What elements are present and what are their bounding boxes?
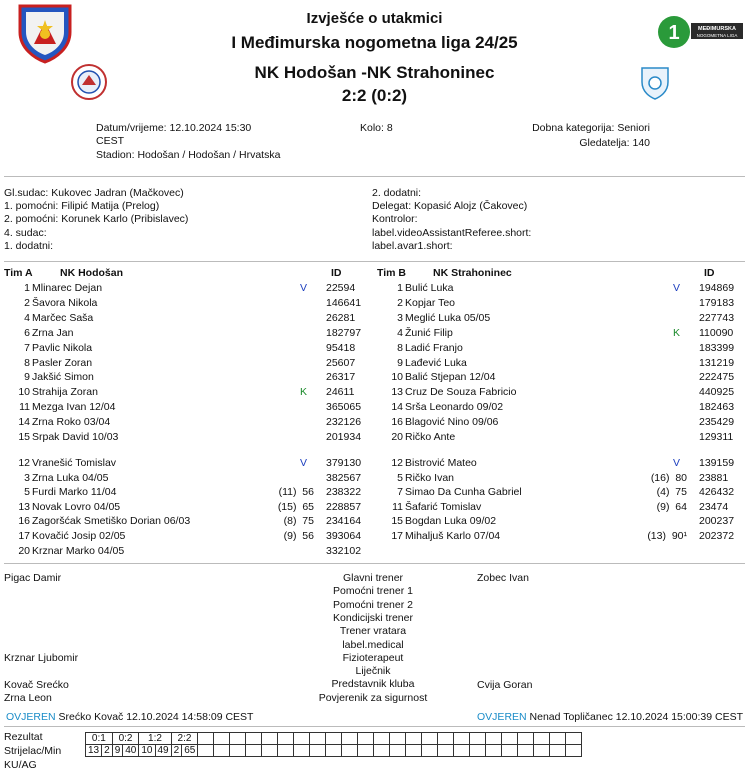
empty-cell <box>454 733 470 745</box>
empty-cell <box>246 733 262 745</box>
scorer-cell: 2 <box>171 745 182 757</box>
empty-cell <box>502 733 518 745</box>
player-row <box>8 371 378 384</box>
empty-cell <box>294 733 310 745</box>
scorer-cell: 49 <box>155 745 171 757</box>
age-category: Dobna kategorija: Seniori <box>532 122 650 134</box>
player-number: 1 <box>397 282 403 294</box>
substitution-info: (13) 90¹ <box>647 530 687 542</box>
score-cell: 2:2 <box>171 733 198 745</box>
player-id: 129311 <box>699 431 734 443</box>
player-row <box>381 486 749 499</box>
player-row <box>8 312 378 325</box>
player-name: Zagoršćak Smetiško Dorian 06/03 <box>32 515 191 528</box>
staff-role: Predstavnik kluba <box>331 678 415 691</box>
goalkeeper-mark: V <box>300 457 308 469</box>
player-id: 26281 <box>326 311 356 324</box>
player-name: Šavora Nikola <box>32 296 98 309</box>
empty-cell <box>342 745 358 757</box>
player-number: 7 <box>24 341 30 354</box>
scorer-cell: 65 <box>182 745 198 757</box>
player-name: Bulić Luka <box>405 282 454 294</box>
team-b-name: NK Strahoninec <box>433 267 512 279</box>
player-number: 1 <box>24 282 30 294</box>
player-number: 10 <box>391 371 403 384</box>
player-row <box>8 545 378 558</box>
staff-role: Pomoćni trener 2 <box>333 598 413 611</box>
staff-role: label.medical <box>342 638 404 651</box>
player-row <box>8 401 378 414</box>
empty-cell <box>406 733 422 745</box>
player-number: 16 <box>391 416 403 429</box>
report-title: Izvješće o utakmici <box>306 10 443 27</box>
player-number: 7 <box>397 486 403 499</box>
player-id: 183399 <box>699 341 735 354</box>
staff-role: Fizioterapeut <box>342 651 404 664</box>
substitution-info: (16) 80 <box>650 471 687 484</box>
player-number: 5 <box>397 471 403 484</box>
home-verified-text: Srećko Kovač 12.10.2024 14:58:09 CEST <box>58 711 254 723</box>
empty-cell <box>566 745 582 757</box>
player-name: Jakšić Simon <box>32 371 94 384</box>
player-number: 15 <box>18 431 30 443</box>
home-verified-label: OVJEREN <box>6 711 56 723</box>
staff-name: Pigac Damir <box>4 572 62 584</box>
result-label: Rezultat <box>4 731 43 743</box>
player-row <box>381 297 749 310</box>
player-id: 110090 <box>699 326 734 339</box>
staff-name: Cvija Goran <box>477 679 533 691</box>
empty-cell <box>326 733 342 745</box>
empty-cell <box>294 745 310 757</box>
scorer-cell: 13 <box>86 745 102 757</box>
player-number: 12 <box>391 457 403 469</box>
score-cell: 1:2 <box>139 733 171 745</box>
empty-cell <box>310 745 326 757</box>
staff-name: Zobec Ivan <box>477 572 529 584</box>
player-id: 393064 <box>326 530 362 542</box>
empty-cell <box>342 733 358 745</box>
empty-cell <box>454 745 470 757</box>
player-number: 9 <box>24 371 30 384</box>
player-id: 26317 <box>326 371 356 384</box>
scorer-cell: 10 <box>139 745 155 757</box>
player-id: 22594 <box>326 282 356 294</box>
empty-cell <box>470 745 486 757</box>
player-number: 20 <box>18 544 30 557</box>
empty-cell <box>470 733 486 745</box>
player-row <box>381 282 749 295</box>
player-id: 379130 <box>326 457 362 469</box>
player-number: 6 <box>24 326 30 339</box>
player-number: 5 <box>24 486 30 499</box>
empty-cell <box>502 745 518 757</box>
player-id: 194869 <box>699 282 735 294</box>
player-id: 382567 <box>326 471 362 484</box>
player-number: 3 <box>397 311 403 324</box>
staff-role: Trener vratara <box>339 625 407 638</box>
player-id: 131219 <box>699 356 735 369</box>
player-id: 228857 <box>326 500 362 513</box>
goalkeeper-mark: V <box>673 282 681 294</box>
player-name: Pasler Zoran <box>32 356 93 369</box>
player-id: 201934 <box>326 431 362 443</box>
player-name: Zrna Luka 04/05 <box>32 471 109 484</box>
final-score: 2:2 (0:2) <box>341 86 408 105</box>
results-table <box>85 732 582 757</box>
empty-cell <box>374 733 390 745</box>
away-verified-text: Nenad Topličanec 12.10.2024 15:00:39 CEST <box>529 711 743 723</box>
official-entry: 2. pomoćni: Korunek Karlo (Pribislavec) <box>4 213 189 226</box>
player-id: 24611 <box>326 386 355 399</box>
match-stadium: Stadion: Hodošan / Hodošan / Hrvatska <box>96 149 281 161</box>
empty-cell <box>374 745 390 757</box>
player-row <box>8 297 378 310</box>
league-name: I Međimurska nogometna liga 24/25 <box>231 33 518 52</box>
scorer-label: Strijelac/Min <box>4 745 62 757</box>
player-row <box>381 312 749 325</box>
player-name: Blagović Nino 09/06 <box>405 416 499 429</box>
empty-cell <box>534 745 550 757</box>
team-a-name: NK Hodošan <box>60 267 123 279</box>
player-name: Bogdan Luka 09/02 <box>405 515 497 528</box>
player-id: 139159 <box>699 457 735 469</box>
player-name: Lađević Luka <box>405 356 467 369</box>
staff-role: Povjerenik za sigurnost <box>318 691 428 704</box>
scorer-cell: 9 <box>112 745 123 757</box>
player-row <box>8 431 378 444</box>
player-number: 20 <box>391 431 403 443</box>
player-row <box>8 282 378 295</box>
substitution-info: (9) 56 <box>283 530 314 542</box>
player-id: 23474 <box>699 500 729 513</box>
player-id: 95418 <box>326 341 356 354</box>
score-cell: 0:2 <box>112 733 139 745</box>
player-number: 2 <box>24 296 30 309</box>
player-row <box>8 327 378 340</box>
official-entry: 1. dodatni: <box>4 239 54 252</box>
player-row <box>8 357 378 370</box>
player-row <box>381 342 749 355</box>
player-number: 11 <box>19 401 30 414</box>
official-entry: label.videoAssistantReferee.short: <box>372 226 532 239</box>
empty-cell <box>550 733 566 745</box>
away-verification <box>477 711 743 723</box>
empty-cell <box>406 745 422 757</box>
player-number: 12 <box>18 457 30 469</box>
svg-text:1: 1 <box>668 22 680 44</box>
scorer-cell: 2 <box>102 745 113 757</box>
player-number: 8 <box>24 356 30 369</box>
home-verification <box>6 711 253 723</box>
player-name: Srša Leonardo 09/02 <box>405 401 504 414</box>
empty-cell <box>518 733 534 745</box>
substitution-info: (15) 65 <box>277 500 314 513</box>
player-name: Ričko Ante <box>405 431 456 443</box>
player-number: 3 <box>24 471 30 484</box>
player-id: 182463 <box>699 401 735 414</box>
player-row <box>381 327 749 340</box>
empty-cell <box>214 733 230 745</box>
substitution-info: (9) 64 <box>656 500 687 513</box>
player-row <box>8 416 378 429</box>
player-row <box>381 357 749 370</box>
match-timezone: CEST <box>96 135 125 147</box>
substitution-info: (4) 75 <box>656 486 687 499</box>
substitution-info: (11) 56 <box>278 486 314 499</box>
player-name: Strahija Zoran <box>32 386 98 399</box>
player-number: 4 <box>397 326 403 339</box>
player-row <box>8 342 378 355</box>
player-name: Mihaljuš Karlo 07/04 <box>405 530 501 542</box>
player-id: 146641 <box>326 296 362 309</box>
away-verified-label: OVJEREN <box>477 711 527 723</box>
player-id: 23881 <box>699 471 729 484</box>
empty-cell <box>566 733 582 745</box>
empty-cell <box>438 733 454 745</box>
player-row <box>381 472 749 485</box>
empty-cell <box>390 733 406 745</box>
player-name: Šafarić Tomislav <box>405 500 482 513</box>
player-number: 2 <box>397 296 403 309</box>
match-round: Kolo: 8 <box>360 122 393 134</box>
player-row <box>381 416 749 429</box>
goalkeeper-mark: V <box>673 457 681 469</box>
player-name: Pavlic Nikola <box>32 341 93 354</box>
player-id: 182797 <box>326 326 362 339</box>
player-row <box>8 530 378 543</box>
player-name: Ričko Ivan <box>405 471 455 484</box>
player-row <box>381 431 749 444</box>
staff-role: Kondicijski trener <box>333 611 413 624</box>
player-id: 235429 <box>699 416 735 429</box>
empty-cell <box>262 733 278 745</box>
empty-cell <box>214 745 230 757</box>
player-id: 202372 <box>699 530 735 542</box>
official-entry: 2. dodatni: <box>372 187 422 199</box>
player-name: Novak Lovro 04/05 <box>32 500 121 513</box>
player-number: 4 <box>24 311 30 324</box>
official-entry: 4. sudac: <box>4 226 47 239</box>
player-name: Žunić Filip <box>405 326 453 339</box>
player-number: 17 <box>18 530 30 542</box>
player-number: 14 <box>391 401 403 414</box>
empty-cell <box>486 745 502 757</box>
player-row <box>381 515 749 528</box>
player-number: 9 <box>397 356 403 369</box>
svg-text:MEĐIMURSKA: MEĐIMURSKA <box>698 26 736 32</box>
empty-cell <box>358 733 374 745</box>
player-name: Kovačić Josip 02/05 <box>32 530 126 542</box>
player-name: Mezga Ivan 12/04 <box>32 401 116 414</box>
player-number: 13 <box>391 386 403 399</box>
team-a-label: Tim A <box>4 267 33 279</box>
player-id: 25607 <box>326 356 356 369</box>
empty-cell <box>198 745 214 757</box>
player-name: Balić Stjepan 12/04 <box>405 371 496 384</box>
scorer-cell: 40 <box>123 745 139 757</box>
player-id: 365065 <box>326 401 362 414</box>
official-entry: label.avar1.short: <box>372 239 453 252</box>
official-entry: Delegat: Kopasić Alojz (Čakovec) <box>372 200 528 213</box>
captain-mark: K <box>673 326 681 339</box>
player-number: 11 <box>392 500 403 513</box>
empty-cell <box>534 733 550 745</box>
goalkeeper-mark: V <box>300 282 308 294</box>
player-name: Marčec Saša <box>32 311 94 324</box>
player-name: Zrna Jan <box>32 326 74 339</box>
staff-role: Glavni trener <box>342 572 404 584</box>
empty-cell <box>390 745 406 757</box>
player-name: Cruz De Souza Fabricio <box>405 386 517 399</box>
empty-cell <box>486 733 502 745</box>
player-number: 16 <box>18 515 30 528</box>
ku-ag-label: KU/AG <box>4 759 37 771</box>
player-row <box>8 501 378 514</box>
substitution-info: (8) 75 <box>283 515 314 528</box>
official-entry: Kontrolor: <box>372 213 418 226</box>
staff-name: Krznar Ljubomir <box>4 652 79 664</box>
player-id: 200237 <box>699 515 735 528</box>
empty-cell <box>310 733 326 745</box>
player-name: Ladić Franjo <box>405 341 463 354</box>
player-row <box>8 515 378 528</box>
player-row <box>8 472 378 485</box>
team-a-id-header: ID <box>331 267 342 279</box>
score-cell: 0:1 <box>86 733 113 745</box>
svg-text:NOGOMETNA LIGA: NOGOMETNA LIGA <box>696 33 738 38</box>
empty-cell <box>422 745 438 757</box>
staff-name: Zrna Leon <box>4 692 52 704</box>
player-number: 8 <box>397 341 403 354</box>
player-name: Kopjar Teo <box>405 296 456 309</box>
player-id: 227743 <box>699 311 735 324</box>
player-row <box>381 457 749 470</box>
player-id: 222475 <box>699 371 735 384</box>
player-id: 232126 <box>326 416 362 429</box>
empty-cell <box>246 745 262 757</box>
empty-cell <box>278 745 294 757</box>
player-name: Srpak David 10/03 <box>32 431 119 443</box>
player-number: 17 <box>391 530 403 542</box>
player-name: Furdi Marko 11/04 <box>32 486 117 499</box>
team-b-label: Tim B <box>377 267 406 279</box>
staff-role: Pomoćni trener 1 <box>333 585 413 598</box>
player-id: 426432 <box>699 486 735 499</box>
player-row <box>381 401 749 414</box>
official-entry: Gl.sudac: Kukovec Jadran (Mačkovec) <box>4 187 184 199</box>
empty-cell <box>518 745 534 757</box>
empty-cell <box>230 733 246 745</box>
official-entry: 1. pomoćni: Filipić Matija (Prelog) <box>4 200 160 213</box>
player-number: 15 <box>391 515 403 528</box>
player-row <box>381 371 749 384</box>
player-id: 440925 <box>699 386 735 399</box>
player-row <box>381 501 749 514</box>
empty-cell <box>278 733 294 745</box>
empty-cell <box>358 745 374 757</box>
empty-cell <box>262 745 278 757</box>
player-id: 332102 <box>326 544 362 557</box>
player-row <box>8 457 378 470</box>
player-row <box>381 530 749 543</box>
player-row <box>8 386 378 399</box>
empty-cell <box>230 745 246 757</box>
empty-cell <box>438 745 454 757</box>
player-number: 10 <box>18 386 30 399</box>
staff-name: Kovač Srećko <box>4 679 69 691</box>
player-name: Bistrović Mateo <box>405 457 477 469</box>
captain-mark: K <box>300 386 308 399</box>
match-title: NK Hodošan -NK Strahoninec <box>254 63 495 82</box>
player-name: Mlinarec Dejan <box>32 282 103 294</box>
player-number: 13 <box>18 500 30 513</box>
empty-cell <box>198 733 214 745</box>
staff-role: Liječnik <box>355 665 391 678</box>
player-row <box>8 486 378 499</box>
player-id: 238322 <box>326 486 362 499</box>
player-name: Zrna Roko 03/04 <box>32 416 111 429</box>
player-name: Krznar Marko 04/05 <box>32 544 125 557</box>
empty-cell <box>326 745 342 757</box>
team-b-id-header: ID <box>704 267 715 279</box>
player-id: 234164 <box>326 515 362 528</box>
empty-cell <box>550 745 566 757</box>
player-row <box>381 386 749 399</box>
player-id: 179183 <box>699 296 735 309</box>
player-name: Simao Da Cunha Gabriel <box>405 486 522 499</box>
player-name: Meglić Luka 05/05 <box>405 311 491 324</box>
player-name: Vranešić Tomislav <box>32 457 117 469</box>
spectators: Gledatelja: 140 <box>579 137 650 149</box>
match-datetime: Datum/vrijeme: 12.10.2024 15:30 <box>96 122 252 134</box>
empty-cell <box>422 733 438 745</box>
player-number: 14 <box>18 416 30 429</box>
